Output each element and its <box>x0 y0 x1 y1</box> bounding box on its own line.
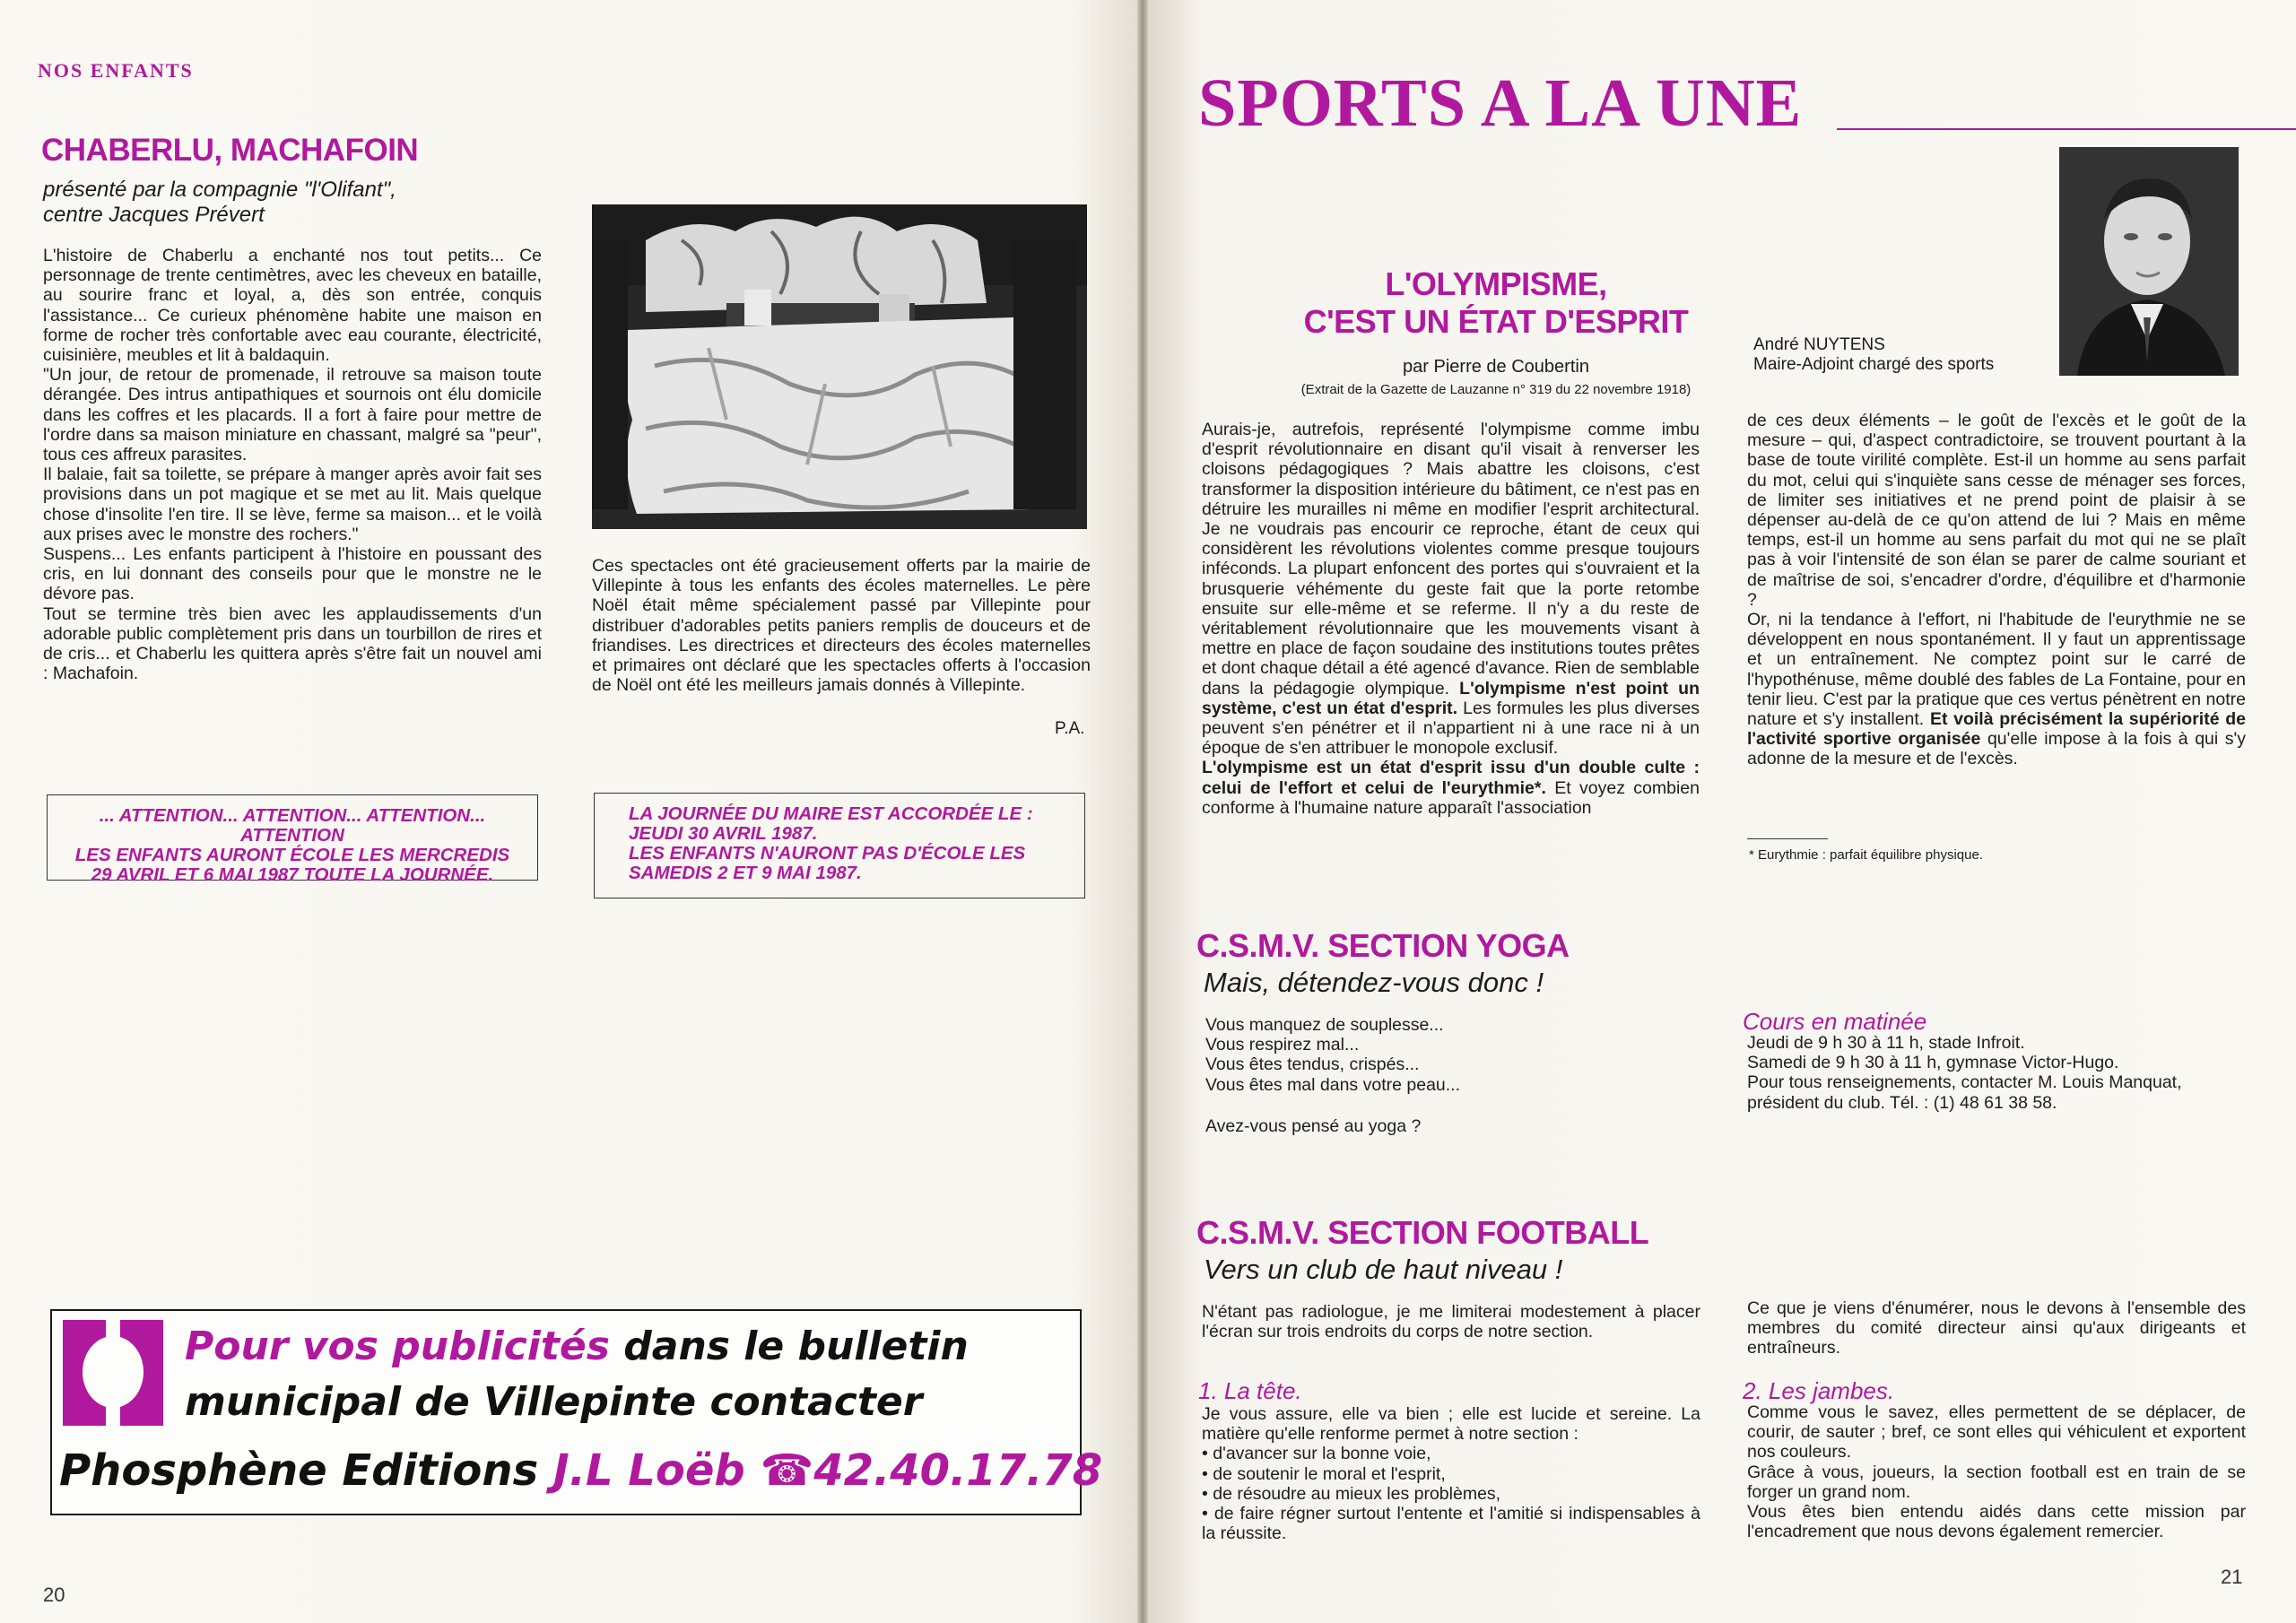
portrait-name: André NUYTENS <box>1753 335 1885 354</box>
notice-attention: ... ATTENTION... ATTENTION... ATTENTION... ATTENTION LES ENFANTS AURONT ÉCOLE LES MERCREDIS 29 AVRIL ET 6 MAI 1987 TOUTE LA JOURNÉE. <box>47 794 538 881</box>
ad-company: Phosphène Editions <box>59 1445 539 1496</box>
page-number-left: 20 <box>43 1584 65 1606</box>
ad-line-1 <box>185 1324 969 1369</box>
page-number-right: 21 <box>2221 1566 2243 1588</box>
portrait-image <box>2059 147 2239 376</box>
stage-photo <box>592 204 1087 529</box>
football-subtitle: Vers un club de haut niveau ! <box>1204 1254 1563 1285</box>
spine-gutter <box>1137 0 1148 1623</box>
olympisme-column-2 <box>1747 411 2246 769</box>
olympisme-title-1: L'OLYMPISME, <box>1385 265 1607 302</box>
section-label: NOS ENFANTS <box>38 59 194 82</box>
portrait-caption <box>1753 335 1994 375</box>
section-title: SPORTS A LA UNE <box>1198 65 1803 141</box>
football-intro: N'étant pas radiologue, je me limiterai modestement à placer l'écran sur trois endroits du corps de notre section. <box>1202 1302 1700 1342</box>
football-tete-text: Je vous assure, elle va bien ; elle est lucide et sereine. La matière qu'elle renforme permet à notre section : • d'avancer sur la bonne voie, • de soutenir le moral et l'esprit, • de résoudre au mieux les problèmes, • de faire régner surtout l'entente et l'amitié si indispensables à la réussite. <box>1202 1404 1700 1544</box>
yoga-cours-text: Jeudi de 9 h 30 à 11 h, stade Infroit. Samedi de 9 h 30 à 11 h, gymnase Victor-Hugo. Pour tous renseignements, contacter M. Louis Manquat, président du club. Tél. : (1) 48 61 38 58. <box>1747 1033 2182 1113</box>
article-body: L'histoire de Chaberlu a enchanté nos tout petits... Ce personnage de trente centimètres, avec les cheveux en bataille, au sourire franc et loyal, a, dès son entrée, conquis l'assistance... Ce curieux phénomène habite une maison en forme de rocher très confortable avec eau courante, électricité, cuisinière, meubles et lit à baldaquin. "Un jour, de retour de promenade, il retrouve sa maison toute dérangée. Des intrus antipathiques et sournois ont élu domicile dans les coffres et les placards. Il a fort à faire pour mettre de l'ordre dans sa maison miniature en chassant, malgré sa "peur", tous ces affreux parasites. Il balaie, fait sa toilette, se prépare à manger après avoir fait ses provisions dans un pot magique et se met au lit. Mais quelque chose d'insolite l'en tire. Il se lève, ferme sa maison... et le voilà aux prises avec le monstre des rochers." Suspens... Les enfants participent à l'histoire en poussant des cris, en lui donnant des conseils pour que le monstre ne le dévore pas. Tout se termine très bien avec les applaudissements d'un adorable public complètement pris dans un tourbillon de rires et de cris... et Chaberlu les quittera après s'être fait un nouvel ami : Machafoin. <box>43 246 542 684</box>
olympisme-col2-text: de ces deux éléments – le goût de l'excès et le goût de la mesure – qui, d'aspect contradictoire, se trouvent pourtant à la base de toute virilité complète. Est-il un homme au sens parfait du mot, celui qui s'inquiète sans cesse de ménager ses forces, de limiter ses initiatives et ne prend point de plaisir à se dépenser au-delà de ce qu'on attend de lui ? Mais en même temps, est-il un homme au sens parfait du mot qui ne se plaît pas à voir l'intensité de son élan se parer de calme souriant et de maîtrise de soi, s'encadrer d'ordre, d'équilibre et d'harmonie ? Or, ni la tendance à l'effort, ni l'habitude de l'eurythmie ne se développent en nous spontanément. Il y faut un apprentissage et un entraînement. Ne comptez point sur le carré de l'hypothénuse, même doublé des fables de La Fontaine, pour en tenir lieu. C'est par la pratique que ces vertus pénètrent en notre nature et s'y installent. <box>1747 411 2246 730</box>
ad-highlight: Pour vos publicités <box>185 1324 610 1369</box>
olympisme-col2-emphasis: Et voilà précisément la supériorité de l'activité sportive organisée <box>1747 709 2246 750</box>
olympisme-text: Aurais-je, autrefois, représenté l'olympisme comme imbu d'esprit révolutionnaire en disant qu'il visait à renverser les cloisons pédagogiques ? Mais abattre les cloisons, c'est transformer la disposition intérieure du bâtiment, ce n'est pas en détruire les murailles ni même en modifier l'esprit architectural. Je ne voudrais pas encourir ce reproche, étant de ceux qui considèrent les révolutions violentes comme presque toujours inféconds. La plupart enfoncent des portes qui s'ouvraient et la brusquerie véhémente du geste fait que la porte retombe ensuite sur elle-même et se referme. Il n'y a du reste de véritablement révolutionnaire que les mouvements visant à mettre en place de façon soudaine des institutions toutes prêtes et dont chaque détail a été agencé d'avance. Rien de semblable dans la pédagogie olympique. <box>1202 420 1700 699</box>
olympisme-title-2: C'EST UN ÉTAT D'ESPRIT <box>1303 303 1689 340</box>
olympisme-byline: par Pierre de Coubertin <box>1403 357 1589 377</box>
portrait-photo <box>2059 147 2239 376</box>
olympisme-col2-end: qu'elle impose à la fois à qui s'y adonne de la mesure et de l'excès. <box>1747 729 2247 769</box>
puppet-stage-image <box>592 204 1087 529</box>
left-page <box>0 0 1139 1623</box>
football-heading-tete: 1. La tête. <box>1198 1377 1302 1404</box>
phosphene-logo <box>63 1320 163 1426</box>
yoga-list: Vous manquez de souplesse... Vous respirez mal... Vous êtes tendus, crispés... Vous êtes mal dans votre peau... <box>1205 1015 1461 1095</box>
ad-text: dans le bulletin <box>623 1324 969 1369</box>
ad-phone: ☎42.40.17.78 <box>760 1445 1103 1496</box>
portrait-role: Maire-Adjoint chargé des sports <box>1753 355 1995 374</box>
advertisement <box>50 1309 1103 1515</box>
football-jambes-text: Comme vous le savez, elles permettent de se déplacer, de courir, de sauter ; bref, ce sont elles qui véhiculent et exportent nos couleurs. Grâce à vous, joueurs, la section football est en train de se forger un grand nom. Vous êtes bien entendu aidés dans cette mission par l'encadrement que nous devons également remercier. <box>1747 1402 2246 1542</box>
football-heading-jambes: 2. Les jambes. <box>1743 1377 1895 1404</box>
article-subtitle: présenté par la compagnie "l'Olifant", centre Jacques Prévert <box>43 178 396 227</box>
ad-line-3 <box>59 1445 1102 1496</box>
footnote-rule <box>1747 838 1828 839</box>
olympisme-emphasis-2: L'olympisme est un état d'esprit issu d'un double culte : celui de l'effort et celui de l'eurythmie*. <box>1202 758 1700 798</box>
ad-contact-name: J.L Loëb <box>552 1445 745 1496</box>
yoga-cours-title: Cours en matinée <box>1743 1008 1927 1035</box>
football-col2-intro: Ce que je viens d'énumérer, nous le devons à l'ensemble des membres du comité directeur ainsi qu'aux dirigeants et entraîneurs. <box>1747 1298 2246 1358</box>
olympisme-emphasis-1: L'olympisme n'est point un système, c'est un état d'esprit. <box>1202 678 1700 718</box>
footnote: * Eurythmie : parfait équilibre physique. <box>1749 847 1983 863</box>
signature: P.A. <box>1055 719 1085 738</box>
olympisme-text-end: Et voyez combien conforme à l'humaine nature apparaît l'association <box>1202 777 1700 818</box>
yoga-title: C.S.M.V. SECTION YOGA <box>1196 927 1570 964</box>
notice-journee-maire: LA JOURNÉE DU MAIRE EST ACCORDÉE LE : JEUDI 30 AVRIL 1987. LES ENFANTS N'AURONT PAS D'ÉCOLE LES SAMEDIS 2 ET 9 MAI 1987. <box>594 793 1085 898</box>
yoga-subtitle: Mais, détendez-vous donc ! <box>1204 967 1544 998</box>
olympisme-text-cont: Les formules les plus diverses peuvent s'en pénétrer et il n'appartient ni à une race ni à un époque de s'en attribuer le monopole exclusif. <box>1202 698 1700 759</box>
article-title: CHABERLU, MACHAFOIN <box>41 133 419 168</box>
ad-line-2: municipal de Villepinte contacter <box>185 1379 923 1425</box>
football-title: C.S.M.V. SECTION FOOTBALL <box>1196 1214 1649 1251</box>
right-page <box>1146 0 2296 1623</box>
photo-caption: Ces spectacles ont été gracieusement offerts par la mairie de Villepinte à tous les enfants des écoles maternelles. Le père Noël était même spécialement passé par Villepinte pour distribuer d'adorables petits paniers remplis de douceurs et de friandises. Les directrices et directeurs des écoles maternelles et primaires ont déclaré que les spectacles offerts à l'occasion de Noël ont été les meilleurs jamais donnés à Villepinte. <box>592 556 1091 696</box>
olympisme-column-1 <box>1202 420 1700 818</box>
olympisme-source: (Extrait de la Gazette de Lauzanne n° 319 du 22 novembre 1918) <box>1300 382 1692 397</box>
title-rule <box>1837 128 2296 130</box>
yoga-question: Avez-vous pensé au yoga ? <box>1205 1116 1422 1136</box>
